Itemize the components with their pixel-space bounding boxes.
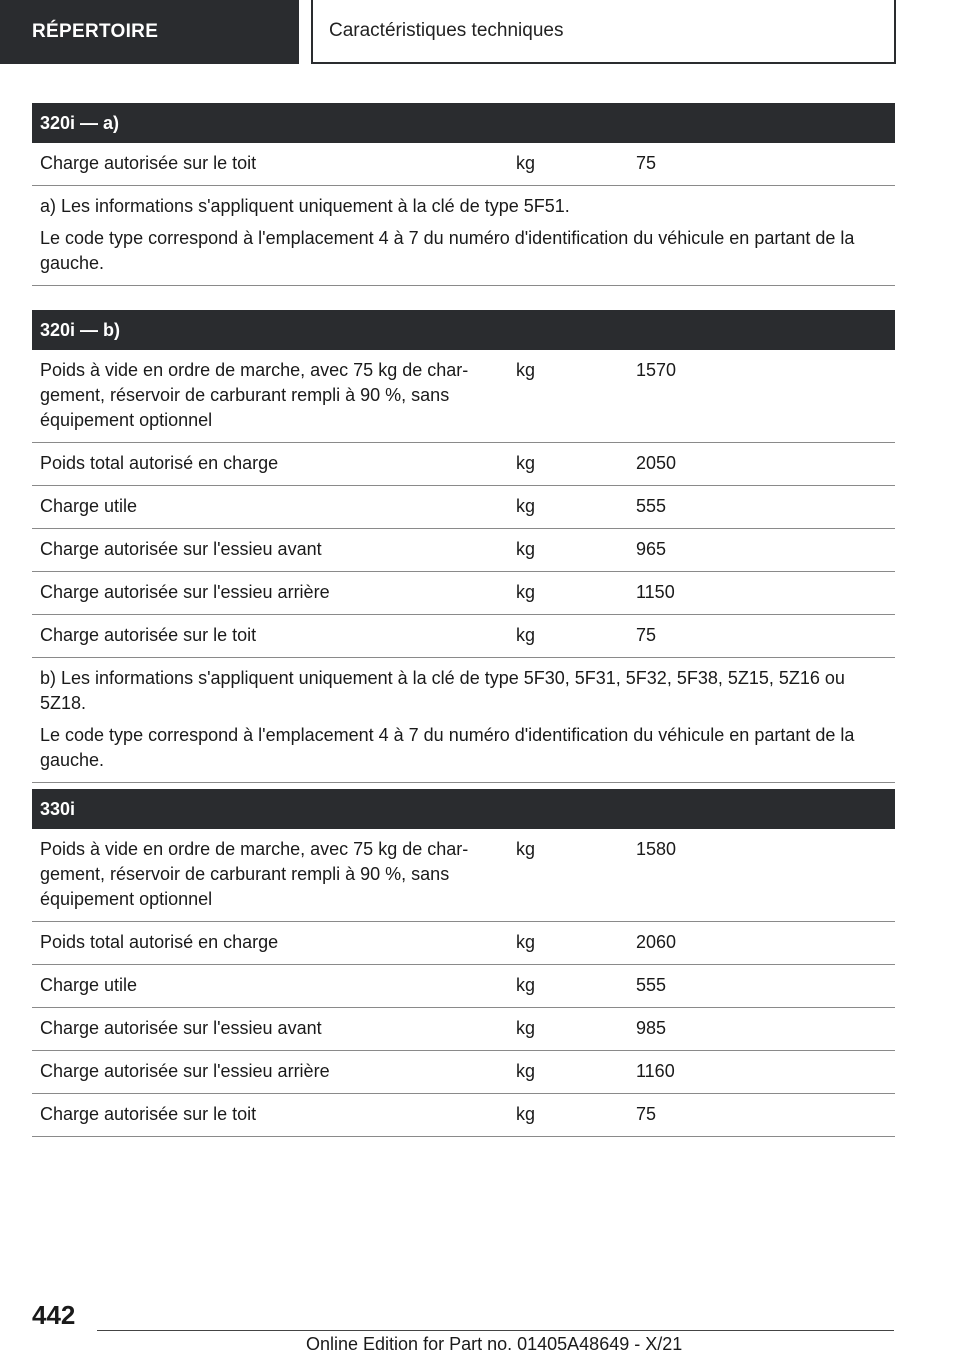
footnote-text: b) Les informations s'appliquent uniquement à la clé de type 5F30, 5F31, 5F32, 5F38, 5Z15, 5Z16 ou 5Z18. bbox=[40, 668, 845, 713]
row-unit: kg bbox=[516, 839, 536, 859]
row-unit: kg bbox=[516, 1061, 536, 1081]
row-unit: kg bbox=[516, 153, 536, 173]
row-value: 555 bbox=[636, 496, 667, 516]
row-unit: kg bbox=[516, 582, 536, 602]
footnote-text: a) Les informations s'appliquent uniquement à la clé de type 5F51. bbox=[40, 196, 570, 216]
row-unit: kg bbox=[516, 496, 536, 516]
row-label: Charge utile bbox=[40, 496, 138, 516]
row-label: Charge autorisée sur l'essieu arrière bbox=[40, 1061, 330, 1081]
row-value: 1160 bbox=[636, 1061, 675, 1081]
table-row bbox=[32, 443, 895, 486]
table-row bbox=[32, 143, 895, 186]
row-label: Charge autorisée sur le toit bbox=[40, 153, 257, 173]
table-row bbox=[32, 615, 895, 658]
directory-tab-label: RÉPERTOIRE bbox=[32, 21, 159, 42]
row-label: Charge autorisée sur l'essieu arrière bbox=[40, 582, 330, 602]
spec-table-320i-a bbox=[32, 103, 895, 286]
footnote-text: Le code type correspond à l'emplacement 4 à 7 du numéro d'identification du véhicule en partant de la gauche. bbox=[40, 725, 855, 770]
row-value: 75 bbox=[636, 153, 657, 173]
row-label: Poids total autorisé en charge bbox=[40, 932, 279, 952]
row-unit: kg bbox=[516, 539, 536, 559]
row-unit: kg bbox=[516, 1018, 536, 1038]
table-title: 320i — a) bbox=[32, 103, 895, 143]
row-unit: kg bbox=[516, 360, 536, 380]
spec-table-320i-b bbox=[32, 310, 895, 783]
table-row bbox=[32, 829, 895, 922]
table-row bbox=[32, 922, 895, 965]
row-value: 1570 bbox=[636, 360, 677, 380]
table-row bbox=[32, 1051, 895, 1094]
row-unit: kg bbox=[516, 625, 536, 645]
row-label: Charge autorisée sur l'essieu avant bbox=[40, 539, 322, 559]
row-value: 1580 bbox=[636, 839, 677, 859]
row-unit: kg bbox=[516, 1104, 536, 1124]
page-number: 442 bbox=[32, 1300, 76, 1330]
table-row bbox=[32, 486, 895, 529]
table-footnote bbox=[32, 658, 895, 783]
directory-tab[interactable] bbox=[0, 0, 299, 64]
footer-divider bbox=[97, 1330, 894, 1331]
table-title: 320i — b) bbox=[32, 310, 895, 350]
row-label: Charge utile bbox=[40, 975, 138, 995]
page-header bbox=[0, 0, 960, 66]
table-row bbox=[32, 1008, 895, 1051]
row-value: 985 bbox=[636, 1018, 667, 1038]
row-value: 2060 bbox=[636, 932, 677, 952]
spec-table-330i bbox=[32, 789, 895, 1137]
table-title: 330i bbox=[32, 789, 895, 829]
row-value: 1150 bbox=[636, 582, 675, 602]
row-label: Charge autorisée sur le toit bbox=[40, 1104, 257, 1124]
table-row bbox=[32, 572, 895, 615]
table-row bbox=[32, 1094, 895, 1137]
row-unit: kg bbox=[516, 975, 536, 995]
row-label: Poids à vide en ordre de marche, avec 75 kg de chargement, réservoir de carburant rempli à 90 %, sans équipement optionnel bbox=[40, 839, 469, 909]
edition-footer: Online Edition for Part no. 01405A48649 - X/21 bbox=[306, 1334, 683, 1354]
row-value: 75 bbox=[636, 625, 657, 645]
row-value: 965 bbox=[636, 539, 667, 559]
section-title-tab bbox=[311, 0, 896, 64]
row-label: Poids à vide en ordre de marche, avec 75 kg de chargement, réservoir de carburant rempli à 90 %, sans équipement optionnel bbox=[40, 360, 469, 430]
row-value: 555 bbox=[636, 975, 667, 995]
footnote-text: Le code type correspond à l'emplacement 4 à 7 du numéro d'identification du véhicule en partant de la gauche. bbox=[40, 228, 855, 273]
row-unit: kg bbox=[516, 453, 536, 473]
table-row bbox=[32, 350, 895, 443]
row-label: Poids total autorisé en charge bbox=[40, 453, 279, 473]
section-title: Caractéristiques techniques bbox=[329, 20, 564, 41]
table-row bbox=[32, 529, 895, 572]
table-row bbox=[32, 965, 895, 1008]
row-label: Charge autorisée sur le toit bbox=[40, 625, 257, 645]
table-footnote bbox=[32, 186, 895, 286]
row-value: 75 bbox=[636, 1104, 657, 1124]
row-value: 2050 bbox=[636, 453, 677, 473]
row-label: Charge autorisée sur l'essieu avant bbox=[40, 1018, 322, 1038]
row-unit: kg bbox=[516, 932, 536, 952]
